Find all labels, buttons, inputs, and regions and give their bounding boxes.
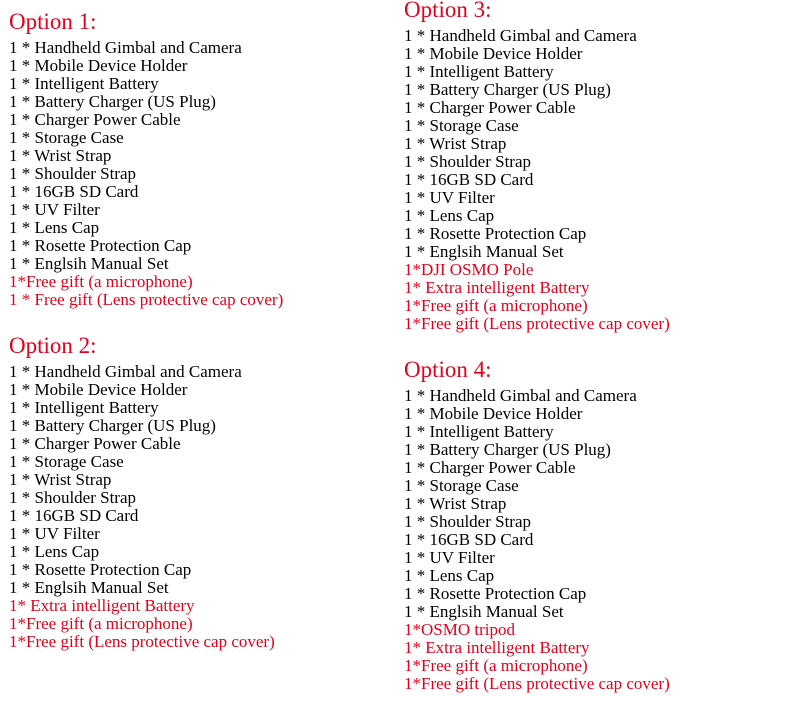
option-1-section	[9, 9, 404, 309]
list-item: 1 * Shoulder Strap	[404, 512, 532, 531]
list-item: 1 * Lens Cap	[9, 542, 100, 561]
list-item: 1*Free gift (a microphone)	[9, 614, 193, 633]
option-1-item-list	[9, 39, 404, 309]
list-item: 1 * 16GB SD Card	[404, 170, 534, 189]
list-item: 1*Free gift (a microphone)	[404, 656, 588, 675]
list-item: 1 * Mobile Device Holder	[9, 56, 188, 75]
option-4-item-list	[404, 387, 799, 693]
list-item: 1*Free gift (a microphone)	[9, 272, 193, 291]
option-3-item-list	[404, 27, 799, 333]
list-item: 1 * Shoulder Strap	[9, 164, 137, 183]
list-item: 1 * Lens Cap	[404, 206, 495, 225]
list-item: 1* Extra intelligent Battery	[404, 638, 590, 657]
list-item: 1 * Mobile Device Holder	[404, 44, 583, 63]
list-item: 1 * Free gift (Lens protective cap cover)	[9, 290, 284, 309]
list-item: 1 * Handheld Gimbal and Camera	[9, 38, 242, 57]
list-item: 1 * Englsih Manual Set	[404, 242, 564, 261]
list-item: 1 * Storage Case	[9, 128, 124, 147]
list-item: 1 * Englsih Manual Set	[9, 254, 169, 273]
list-item: 1 * UV Filter	[9, 524, 100, 543]
list-item: 1 * Intelligent Battery	[9, 74, 159, 93]
list-item: 1 * Mobile Device Holder	[404, 404, 583, 423]
list-item: 1*DJI OSMO Pole	[404, 260, 534, 279]
option-2-item-list	[9, 363, 404, 651]
list-item: 1 * Charger Power Cable	[404, 98, 576, 117]
list-item: 1 * Battery Charger (US Plug)	[9, 416, 216, 435]
list-item: 1*Free gift (Lens protective cap cover)	[9, 632, 275, 651]
list-item: 1 * Wrist Strap	[9, 470, 112, 489]
list-item: 1 * Intelligent Battery	[404, 422, 554, 441]
list-item: 1*OSMO tripod	[404, 620, 515, 639]
list-item: 1 * Rosette Protection Cap	[9, 560, 192, 579]
list-item: 1 * Intelligent Battery	[404, 62, 554, 81]
list-item: 1 * Storage Case	[404, 476, 519, 495]
list-item: 1 * Battery Charger (US Plug)	[404, 80, 611, 99]
list-item: 1 * Rosette Protection Cap	[404, 584, 587, 603]
option-2-section	[9, 333, 404, 651]
list-item: 1*Free gift (a microphone)	[404, 296, 588, 315]
list-item: 1 * UV Filter	[9, 200, 100, 219]
list-item: 1 * Battery Charger (US Plug)	[404, 440, 611, 459]
list-item: 1 * Handheld Gimbal and Camera	[404, 26, 637, 45]
option-1-title: Option 1:	[9, 9, 97, 34]
list-item: 1 * Storage Case	[9, 452, 124, 471]
list-item: 1 * Wrist Strap	[404, 494, 507, 513]
option-3-section	[404, 0, 799, 333]
list-item: 1 * Lens Cap	[404, 566, 495, 585]
list-item: 1 * Shoulder Strap	[404, 152, 532, 171]
list-item: 1 * Battery Charger (US Plug)	[9, 92, 216, 111]
list-item: 1 * UV Filter	[404, 548, 495, 567]
list-item: 1 * Handheld Gimbal and Camera	[404, 386, 637, 405]
list-item: 1 * 16GB SD Card	[9, 506, 139, 525]
list-item: 1* Extra intelligent Battery	[404, 278, 590, 297]
option-3-title: Option 3:	[404, 0, 492, 22]
list-item: 1 * Storage Case	[404, 116, 519, 135]
option-4-title: Option 4:	[404, 357, 492, 382]
list-item: 1 * Charger Power Cable	[404, 458, 576, 477]
list-item: 1 * Intelligent Battery	[9, 398, 159, 417]
list-item: 1 * Englsih Manual Set	[9, 578, 169, 597]
list-item: 1*Free gift (Lens protective cap cover)	[404, 674, 670, 693]
list-item: 1 * Rosette Protection Cap	[404, 224, 587, 243]
list-item: 1 * Lens Cap	[9, 218, 100, 237]
list-item: 1 * Charger Power Cable	[9, 434, 181, 453]
list-item: 1 * 16GB SD Card	[404, 530, 534, 549]
list-item: 1 * UV Filter	[404, 188, 495, 207]
option-4-section	[404, 357, 799, 693]
list-item: 1 * Handheld Gimbal and Camera	[9, 362, 242, 381]
list-item: 1 * Wrist Strap	[9, 146, 112, 165]
list-item: 1 * Rosette Protection Cap	[9, 236, 192, 255]
list-item: 1 * Wrist Strap	[404, 134, 507, 153]
option-2-title: Option 2:	[9, 333, 97, 358]
list-item: 1*Free gift (Lens protective cap cover)	[404, 314, 670, 333]
list-item: 1 * Shoulder Strap	[9, 488, 137, 507]
list-item: 1 * 16GB SD Card	[9, 182, 139, 201]
list-item: 1* Extra intelligent Battery	[9, 596, 195, 615]
list-item: 1 * Charger Power Cable	[9, 110, 181, 129]
list-item: 1 * Mobile Device Holder	[9, 380, 188, 399]
list-item: 1 * Englsih Manual Set	[404, 602, 564, 621]
